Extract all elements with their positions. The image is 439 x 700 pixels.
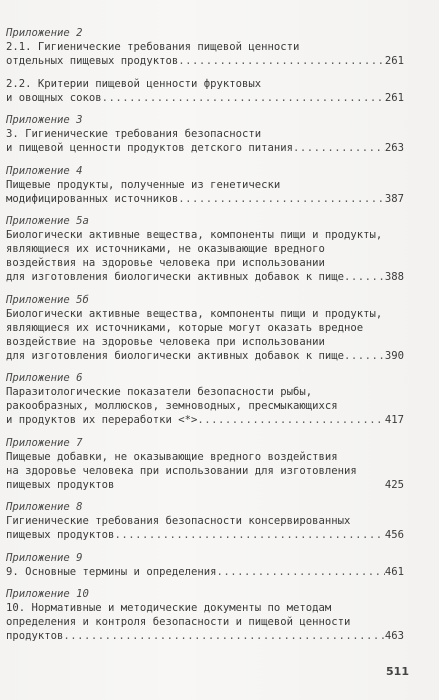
page-number: 511: [386, 665, 409, 678]
entry-last-line: [6, 528, 404, 542]
toc-entry-appendix-5b: [6, 293, 404, 363]
entry-last-line: [6, 141, 404, 155]
appendix-label: Приложение 2: [6, 27, 83, 39]
toc-entry-appendix-2-2: [6, 77, 404, 105]
page-ref: 261: [384, 55, 404, 67]
page-ref: 463: [384, 630, 404, 642]
entry-line: воздействия на здоровье человека при использовании: [6, 257, 325, 269]
page-ref: 417: [384, 414, 404, 426]
page-ref: 456: [384, 529, 404, 541]
appendix-label: Приложение 9: [6, 551, 83, 564]
entry-line: Биологически активные вещества, компоненты пищи и продукты,: [6, 229, 383, 241]
dot-leader: [344, 270, 385, 284]
entry-line: воздействие на здоровье человека при использовании: [6, 335, 325, 348]
dot-leader: [216, 565, 384, 579]
entry-text: для изготовления биологически активных добавок к пище: [6, 349, 345, 362]
toc-entry-appendix-6: [6, 371, 404, 427]
entry-last-line: [6, 478, 404, 492]
appendix-label: Приложение 7: [6, 436, 83, 449]
toc-entry-appendix-5a: [6, 214, 404, 284]
entry-line: ракообразных, моллюсков, земноводных, пресмыкающихся: [6, 400, 338, 412]
dot-leader: [102, 91, 385, 105]
toc-entry-appendix-9: [6, 551, 404, 579]
entry-last-line: [6, 349, 404, 363]
entry-line: являющиеся их источниками, не оказывающие вредного: [6, 243, 325, 255]
entry-last-line: [6, 629, 404, 643]
dot-leader: [178, 192, 385, 206]
entry-last-line: [6, 54, 404, 68]
entry-line: Пищевые продукты, полученные из генетически: [6, 178, 281, 191]
entry-last-line: [6, 565, 404, 579]
table-of-contents: [6, 26, 404, 652]
page-ref: 388: [384, 271, 404, 283]
page-ref: 461: [384, 565, 404, 578]
appendix-label: Приложение 8: [6, 501, 83, 513]
entry-text: и овощных соков: [6, 91, 102, 104]
entry-last-line: [6, 270, 404, 284]
entry-line: 2.1. Гигиенические требования пищевой ценности: [6, 41, 300, 53]
entry-line: Паразитологические показатели безопасности рыбы,: [6, 386, 313, 398]
appendix-label: Приложение 5б: [6, 293, 89, 306]
appendix-label: Приложение 3: [6, 114, 83, 126]
entry-text: модифицированных источников: [6, 192, 179, 205]
dot-leader: [293, 141, 385, 155]
entry-line: 3. Гигиенические требования безопасности: [6, 128, 262, 140]
appendix-label: Приложение 5а: [6, 215, 89, 227]
page-ref: 261: [384, 91, 404, 104]
page-ref: 263: [384, 142, 404, 154]
entry-text: и пищевой ценности продуктов детского питания: [6, 142, 294, 154]
dot-leader: [114, 528, 384, 542]
entry-last-line: [6, 192, 404, 206]
dot-leader: [63, 629, 384, 643]
entry-line: определения и контроля безопасности и пищевой ценности: [6, 616, 351, 628]
appendix-label: Приложение 4: [6, 164, 83, 177]
toc-entry-appendix-2-1: [6, 26, 404, 68]
page-ref: 425: [384, 478, 404, 491]
dot-leader: [178, 54, 385, 68]
entry-line: 10. Нормативные и методические документы по методам: [6, 602, 332, 614]
entry-text: отдельных пищевых продуктов: [6, 55, 179, 67]
entry-text: и продуктов их переработки <*>: [6, 414, 198, 426]
entry-line: на здоровье человека при использовании для изготовления: [6, 464, 357, 477]
entry-last-line: [6, 91, 404, 105]
toc-entry-appendix-7: [6, 436, 404, 492]
entry-line: являющиеся их источниками, которые могут оказать вредное: [6, 321, 364, 334]
dot-leader: [344, 349, 385, 363]
page-ref: 390: [384, 349, 404, 362]
toc-entry-appendix-4: [6, 164, 404, 206]
entry-line: 2.2. Критерии пищевой ценности фруктовых: [6, 77, 262, 90]
toc-entry-appendix-8: [6, 500, 404, 542]
entry-line: Биологически активные вещества, компоненты пищи и продукты,: [6, 307, 383, 320]
entry-text: для изготовления биологически активных добавок к пище: [6, 271, 345, 283]
entry-last-line: [6, 413, 404, 427]
appendix-label: Приложение 6: [6, 372, 83, 384]
toc-entry-appendix-3: [6, 113, 404, 155]
entry-text: пищевых продуктов: [6, 478, 115, 491]
entry-text: пищевых продуктов: [6, 529, 115, 541]
dot-leader: [197, 413, 385, 427]
entry-text: продуктов: [6, 630, 64, 642]
page-ref: 387: [384, 192, 404, 205]
toc-entry-appendix-10: [6, 587, 404, 643]
entry-line: Пищевые добавки, не оказывающие вредного воздействия: [6, 450, 338, 463]
appendix-label: Приложение 10: [6, 588, 89, 600]
entry-line: Гигиенические требования безопасности консервированных: [6, 515, 351, 527]
entry-text: 9. Основные термины и определения: [6, 565, 217, 578]
